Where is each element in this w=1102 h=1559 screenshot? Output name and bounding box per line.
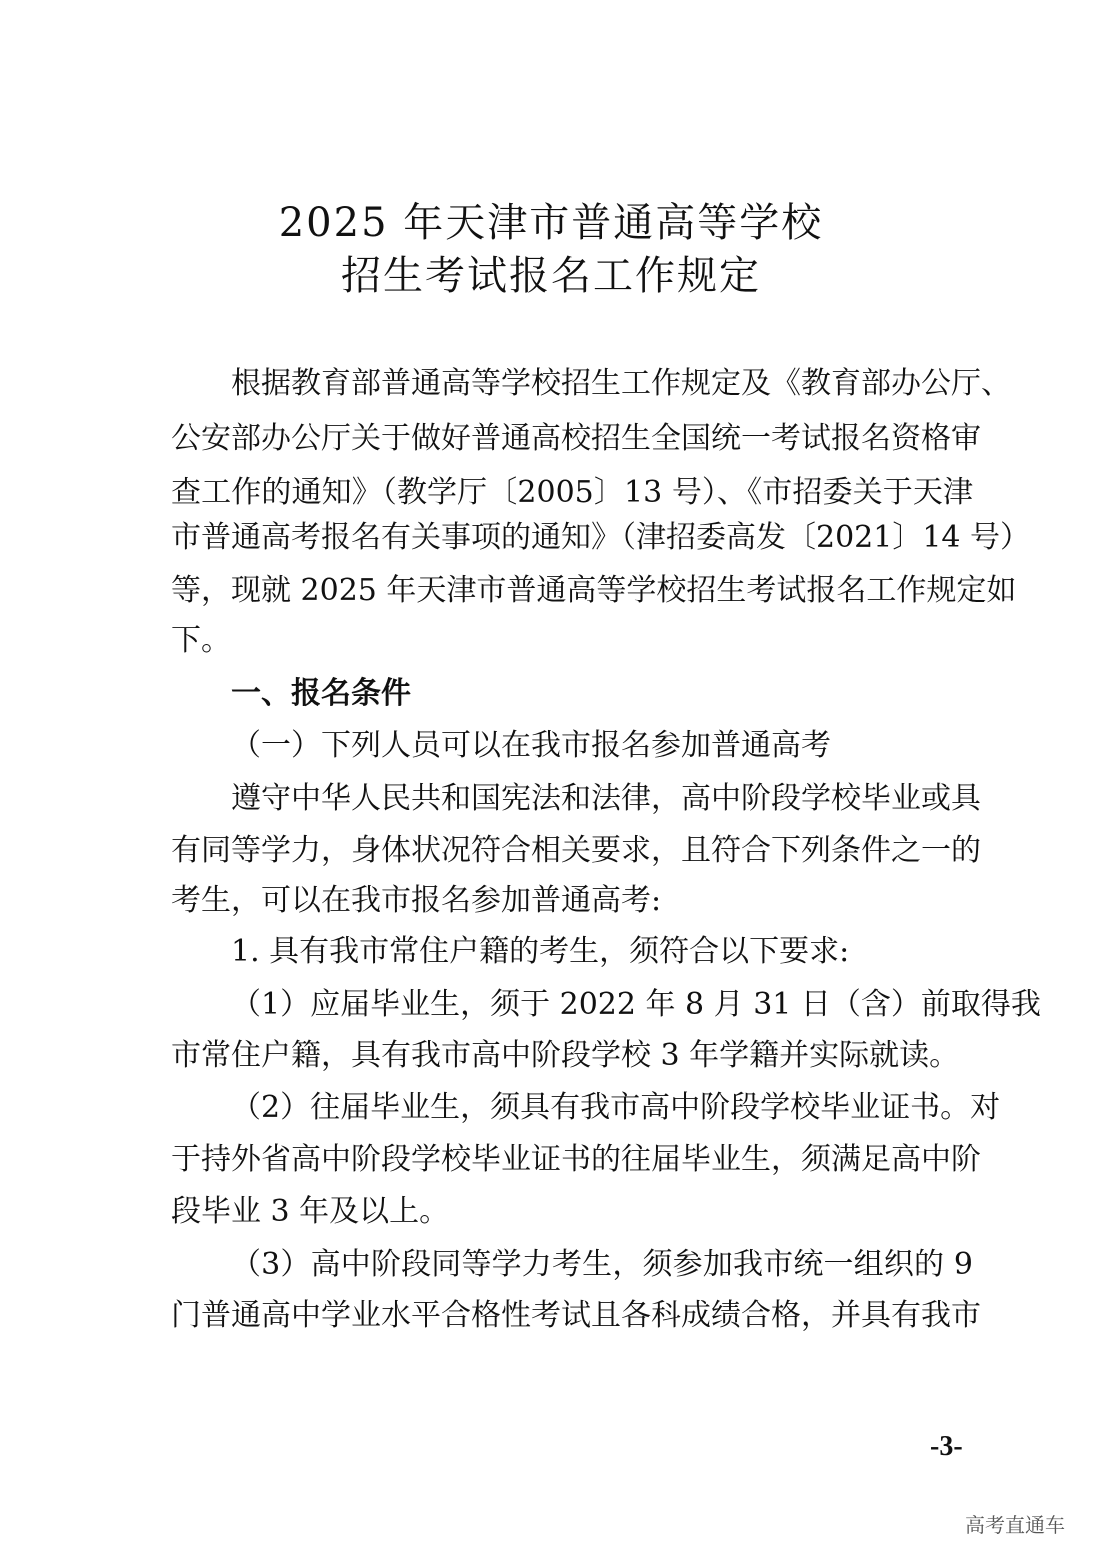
subsection-heading: （一）下列人员可以在我市报名参加普通高考 [231, 728, 831, 763]
paragraph-line: 市常住户籍，具有我市高中阶段学校 3 年学籍并实际就读。 [171, 1038, 960, 1073]
paragraph-line: 段毕业 3 年及以上。 [171, 1194, 450, 1229]
paragraph-line: 遵守中华人民共和国宪法和法律，高中阶段学校毕业或具 [231, 781, 981, 816]
title-line-2: 招生考试报名工作规定 [341, 253, 761, 299]
paragraph-line: 于持外省高中阶段学校毕业证书的往届毕业生，须满足高中阶 [171, 1142, 981, 1177]
paragraph-line: （1）应届毕业生，须于 2022 年 8 月 31 日（含）前取得我 [231, 987, 1041, 1022]
paragraph-line: 门普通高中学业水平合格性考试且各科成绩合格，并具有我市 [171, 1298, 981, 1333]
paragraph-line: （2）往届毕业生，须具有我市高中阶段学校毕业证书。对 [231, 1090, 1001, 1125]
paragraph-line: 市普通高考报名有关事项的通知》（津招委高发〔2021〕14 号） [171, 520, 1031, 555]
paragraph-line: （3）高中阶段同等学力考生，须参加我市统一组织的 9 [231, 1247, 973, 1282]
list-item: 1. 具有我市常住户籍的考生，须符合以下要求: [231, 934, 850, 969]
paragraph-line: 根据教育部普通高等学校招生工作规定及《教育部办公厅、 [231, 366, 1011, 401]
paragraph-line: 等，现就 2025 年天津市普通高等学校招生考试报名工作规定如 [171, 573, 1017, 608]
paragraph-line: 查工作的通知》（教学厅〔2005〕13 号）、《市招委关于天津 [171, 475, 973, 510]
paragraph-line: 有同等学力，身体状况符合相关要求，且符合下列条件之一的 [171, 833, 981, 868]
paragraph-line: 考生，可以在我市报名参加普通高考: [171, 883, 662, 918]
watermark-text: 高考直通车 [965, 1513, 1065, 1537]
page-number: -3- [930, 1431, 963, 1462]
section-heading: 一、报名条件 [231, 676, 411, 711]
paragraph-line: 下。 [171, 623, 231, 658]
paragraph-line: 公安部办公厅关于做好普通高校招生全国统一考试报名资格审 [171, 421, 981, 456]
title-line-1: 2025 年天津市普通高等学校 [278, 200, 824, 246]
